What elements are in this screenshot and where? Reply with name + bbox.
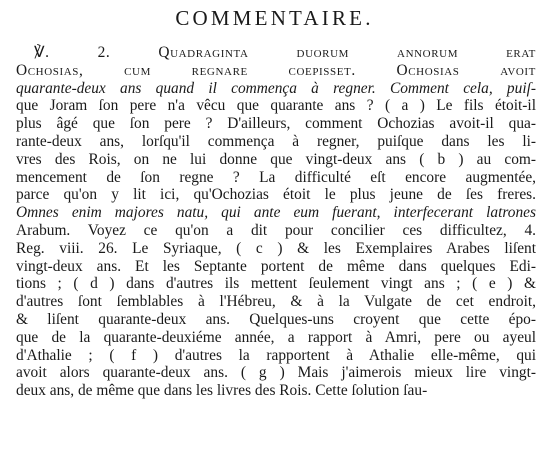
commentary-body [16, 44, 536, 400]
text-line-11: Arabum. Voyez ce qu'on a dit pour concilier ces difficultez, 4. [16, 221, 536, 239]
text-line-8: mencement de ſon regne ? La difficulté eſt encore augmentée, [16, 168, 536, 186]
text-line-20: deux ans, de même que dans les livres des Rois. Cette ſolution ſau- [16, 382, 428, 400]
text-line-18: d'Athalie ; ( f ) d'autres la rapportent à Athalie elle-même, qui [16, 346, 536, 364]
text-line-1: ℣. 2. Quadraginta duorum annorum erat [34, 44, 536, 61]
text-line-3: quarante-deux ans quand il commença à regner. Comment cela, puiſ- [16, 79, 536, 97]
text-line-19: avoit alors quarante-deux ans. ( g ) Mais j'aimerois mieux lire vingt- [16, 364, 536, 382]
text-line-12: Reg. viii. 26. Le Syriaque, ( c ) & les Exemplaires Arabes liſent [16, 239, 536, 257]
text-line-2: Ochosias, cum regnare coepisset. Ochosias avoit [16, 61, 536, 79]
running-head: COMMENTAIRE. [175, 6, 374, 30]
text-line-13: vingt-deux ans. Et les Septante portent de même dans quelques Edi- [16, 257, 536, 275]
text-line-7: vres des Rois, on ne lui donne que vingt-deux ans ( b ) au com- [16, 150, 536, 168]
text-line-4: que Joram ſon pere n'a vêcu que quarante ans ? ( a ) Le fils étoit-il [16, 97, 536, 115]
text-line-17: que de la quarante-deuxiéme année, a rapport à Amri, pere ou ayeul [16, 328, 536, 346]
text-line-10: Omnes enim majores natu, qui ante eum fuerant, interfecerant latrones [16, 204, 536, 222]
text-line-14: tions ; ( d ) dans d'autres ils mettent ſeulement vingt ans ; ( e ) & [16, 275, 536, 293]
text-line-5: plus âgé que ſon pere ? D'ailleurs, comment Ochozias avoit-il qua- [16, 115, 536, 133]
text-line-6: rante-deux ans, lorſqu'il commença à regner, puiſque dans les li- [16, 132, 536, 150]
text-line-9: parce qu'on y lit ici, qu'Ochozias étoit le plus jeune de ſes freres. [16, 186, 536, 204]
text-line-15: d'autres ſont ſemblables à l'Hébreu, & à la Vulgate de cet endroit, [16, 293, 536, 311]
text-line-16: & liſent quarante-deux ans. Quelques-uns croyent que cette épo- [16, 310, 536, 328]
